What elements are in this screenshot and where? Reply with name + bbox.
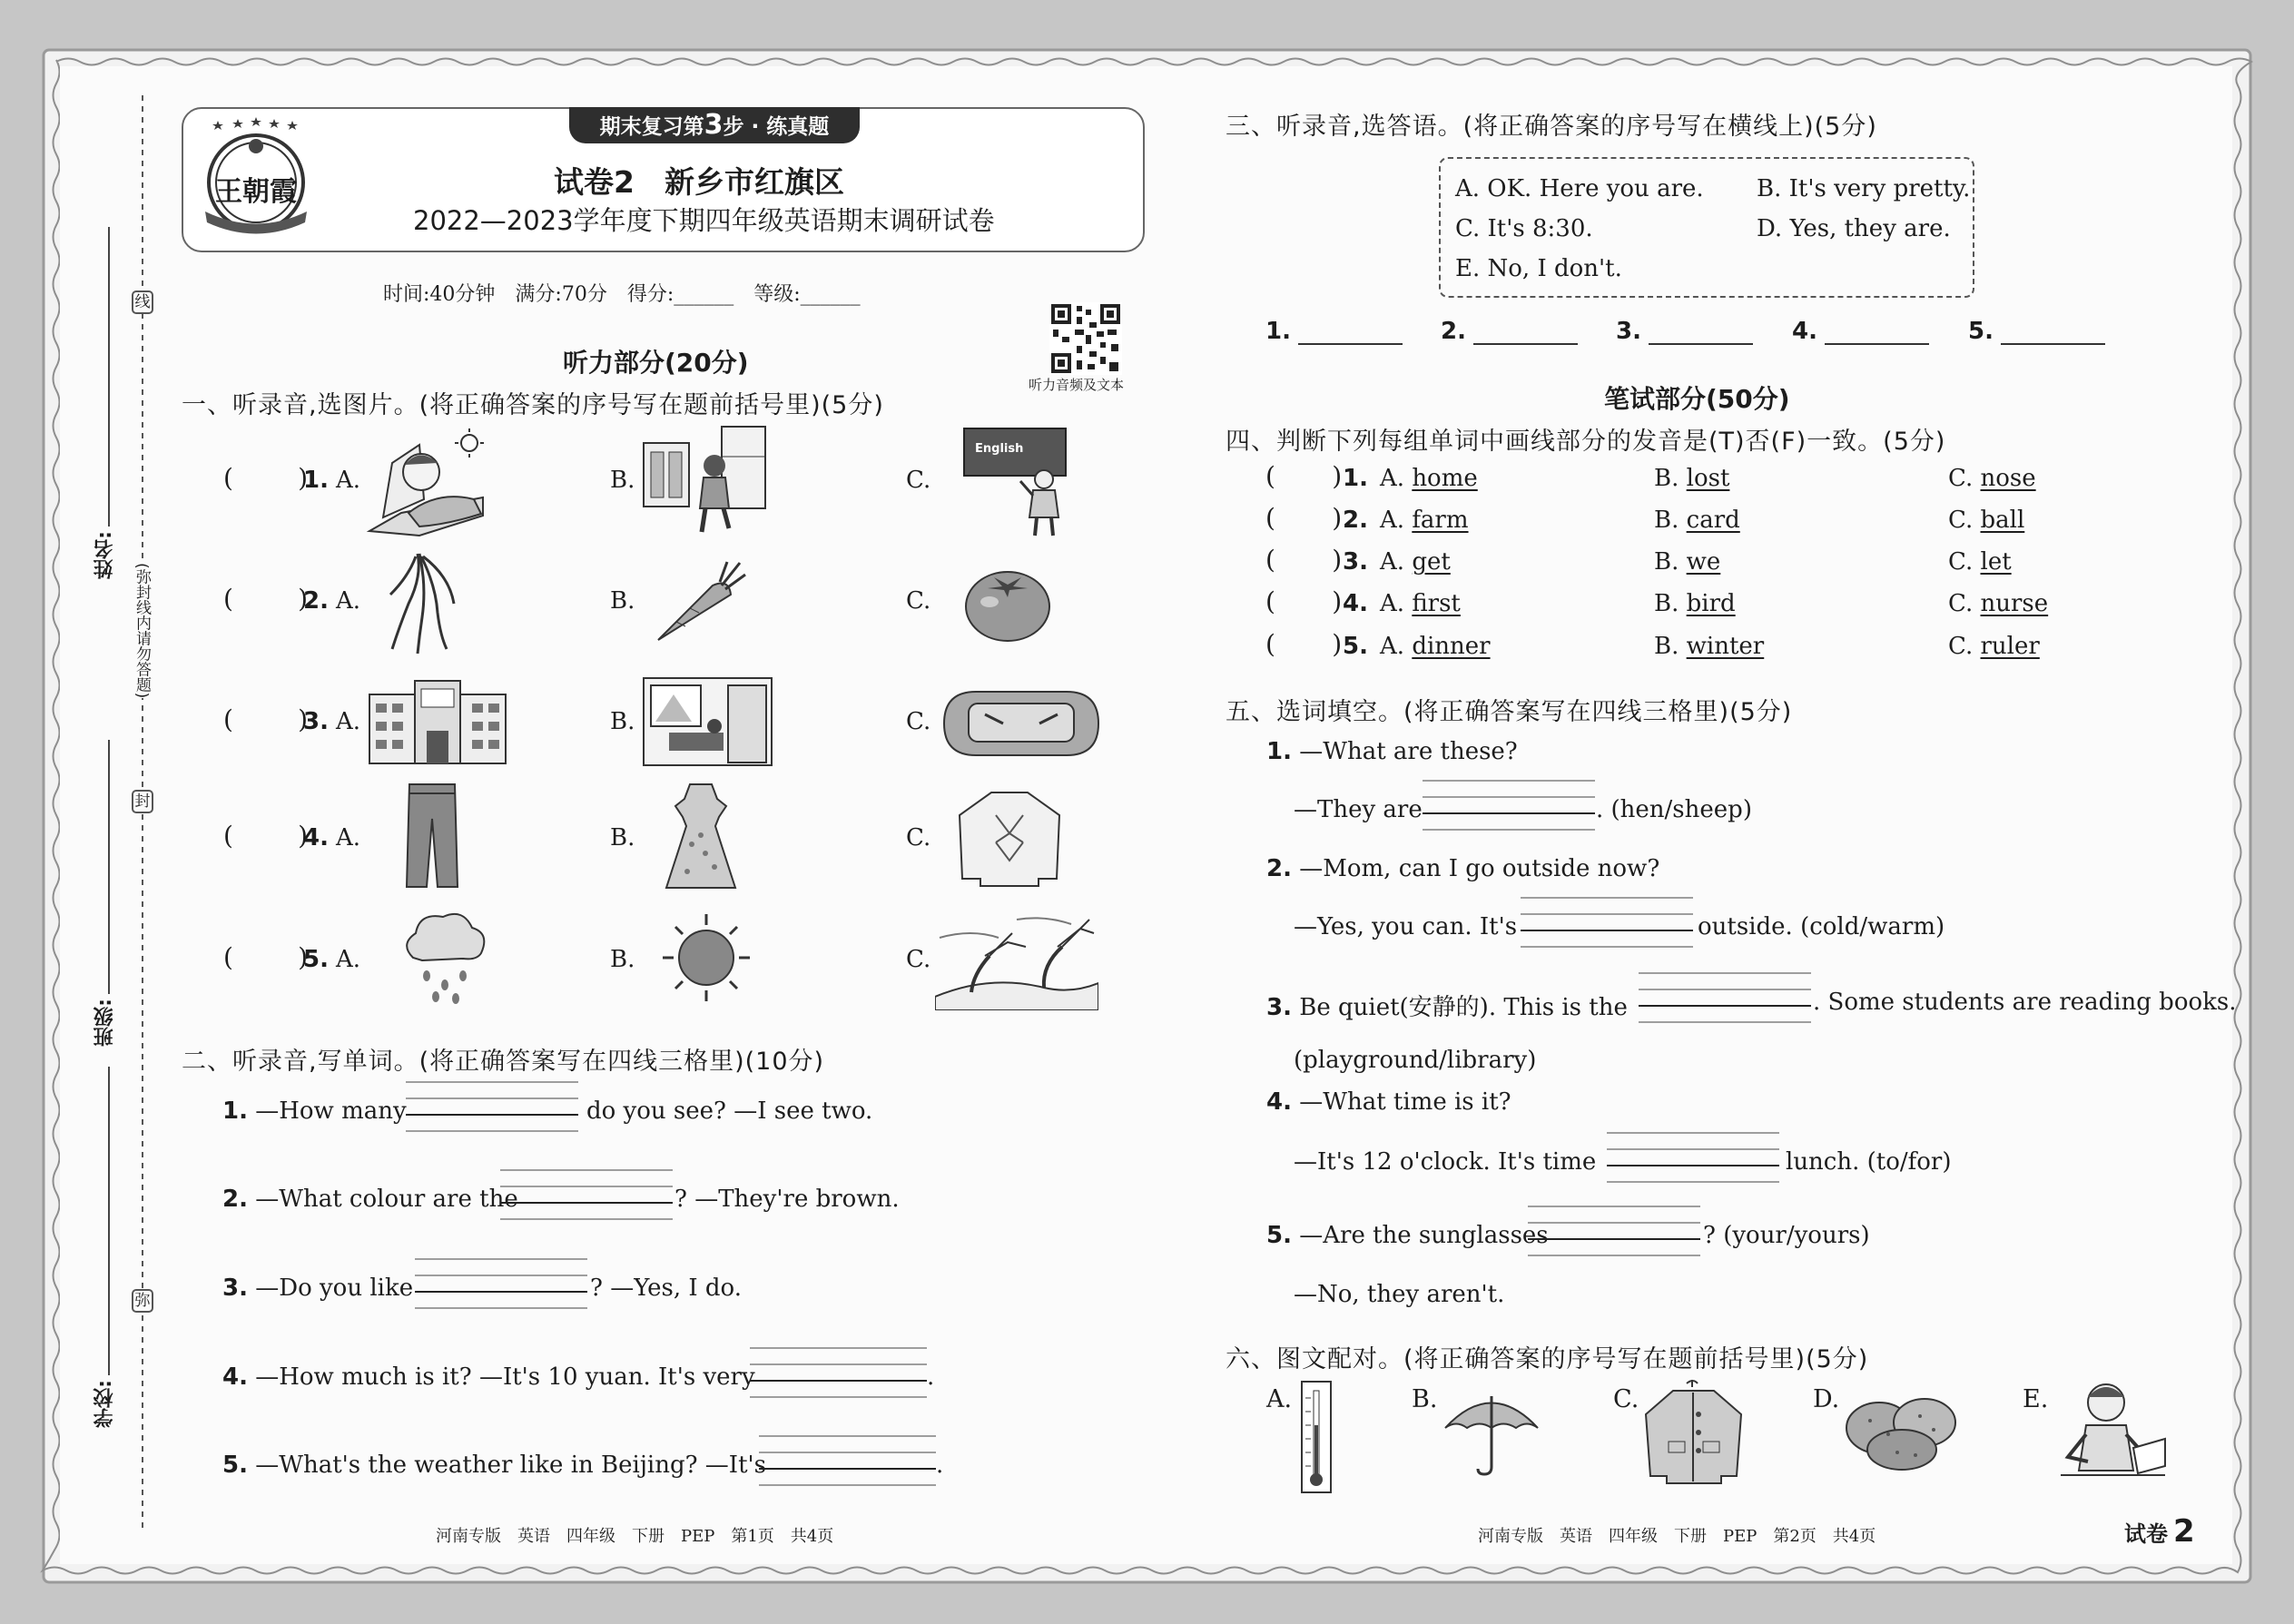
- p4-option-word: get: [1412, 548, 1451, 576]
- p4-option-label: B.: [1654, 590, 1679, 617]
- p1-question-number: 1.: [303, 467, 329, 494]
- p4-option-word: bird: [1686, 590, 1736, 617]
- p1-option-a: A.: [336, 946, 361, 973]
- p1-option-c: C.: [906, 946, 931, 973]
- p3-answer-slot[interactable]: [1792, 318, 1929, 345]
- p4-option-label: B.: [1654, 465, 1679, 492]
- p5-q2-num: 2.: [1266, 855, 1292, 882]
- p3-answer-slot[interactable]: [1616, 318, 1753, 345]
- pic-5c-windy-trees: [935, 910, 1098, 1010]
- p5-q5-b: —No, they aren't.: [1294, 1281, 1505, 1308]
- p2-answer-grid[interactable]: [415, 1257, 587, 1312]
- school-label: 学校:: [94, 1380, 116, 1428]
- p4-answer-bracket[interactable]: ( ): [1265, 545, 1343, 575]
- p5-q1-num: 1.: [1266, 738, 1292, 765]
- p1-option-c: C.: [906, 587, 931, 615]
- pic-5b-sun: [661, 912, 752, 1003]
- p2-question-text: —Do you like: [255, 1275, 414, 1302]
- p4-option-word: ruler: [1980, 633, 2040, 660]
- p5-q1-a: —What are these?: [1299, 738, 1518, 765]
- p1-option-b: B.: [610, 946, 635, 973]
- p2-question-tail: do you see? —I see two.: [586, 1097, 873, 1125]
- qr-caption: 听力音频及文本: [1029, 377, 1125, 393]
- listening-section-title: 听力部分(20分): [563, 348, 749, 378]
- p2-question: [222, 1186, 518, 1213]
- p2-question-number: 3.: [222, 1275, 248, 1302]
- p3-answer-number: 3.: [1616, 318, 1641, 345]
- p4-option-label: C.: [1948, 633, 1974, 660]
- p5-q5-answer[interactable]: [1528, 1205, 1700, 1259]
- p1-option-b: B.: [610, 467, 635, 494]
- p5-q5-line1: [1266, 1222, 1549, 1249]
- pic-2b-carrot: [649, 558, 749, 649]
- p4-option-word: nurse: [1980, 590, 2049, 617]
- p4-option-label: A.: [1380, 507, 1405, 534]
- p1-option-c: C.: [906, 824, 931, 851]
- pic-3a-building: [365, 676, 510, 767]
- class-field-line[interactable]: [108, 740, 110, 994]
- p3-answer-number: 4.: [1792, 318, 1817, 345]
- p4-option-label: B.: [1654, 633, 1679, 660]
- p4-option-label: A.: [1380, 633, 1405, 660]
- p4-option-a: [1380, 548, 1451, 576]
- p4-option-a: [1380, 465, 1478, 492]
- part4-title: 四、判断下列每组单词中画线部分的发音是(T)否(F)一致。(5分): [1226, 428, 1946, 456]
- p3-answer-blank[interactable]: [2001, 323, 2105, 345]
- p4-option-label: B.: [1654, 548, 1679, 576]
- p5-q3-opts: (playground/library): [1294, 1047, 1537, 1074]
- p3-answer-blank[interactable]: [1473, 323, 1578, 345]
- banner-pre: 期末复习第: [599, 115, 704, 139]
- p6-label-b: B.: [1412, 1385, 1438, 1413]
- pic-1c-teacher-english-board: [962, 427, 1071, 540]
- pic-1a-sick-boy: [365, 427, 492, 537]
- p5-q3-num: 3.: [1266, 994, 1292, 1021]
- p6-potatoes: [1843, 1393, 1961, 1475]
- p2-question-number: 5.: [222, 1452, 248, 1479]
- p4-option-label: C.: [1948, 465, 1974, 492]
- p4-answer-bracket[interactable]: ( ): [1265, 586, 1343, 616]
- p4-option-b: [1654, 633, 1764, 660]
- p4-option-a: [1380, 633, 1491, 660]
- p1-answer-bracket[interactable]: ( ): [223, 704, 309, 734]
- p4-option-b: [1654, 507, 1740, 534]
- pic-2a-green-beans: [381, 549, 463, 658]
- option-c: C. It's 8:30.: [1455, 215, 1593, 242]
- p3-answer-blank[interactable]: [1649, 323, 1753, 345]
- part3-title: 三、听录音,选答语。(将正确答案的序号写在横线上)(5分): [1226, 113, 1877, 141]
- binding-feng: 封: [132, 790, 153, 813]
- p1-option-a: A.: [336, 708, 361, 735]
- footer-right: 河南专版 英语 四年级 下册 PEP 第2页 共4页: [1478, 1527, 1876, 1546]
- paper-subtitle: 2022—2023学年度下期四年级英语期末调研试卷: [413, 205, 995, 236]
- binding-xian: 线: [132, 290, 153, 314]
- exam-info: 时间:40分钟 满分:70分 得分:______ 等级:______: [383, 283, 861, 306]
- p2-question: [222, 1363, 755, 1391]
- part1-title: 一、听录音,选图片。(将正确答案的序号写在题前括号里)(5分): [182, 391, 884, 419]
- p5-q4-num: 4.: [1266, 1088, 1292, 1116]
- p6-umbrella: [1442, 1387, 1541, 1478]
- footer-badge: [2124, 1513, 2195, 1550]
- p6-label-e: E.: [2023, 1385, 2049, 1413]
- p4-option-word: let: [1980, 548, 2012, 576]
- binding-strip: [91, 86, 200, 1539]
- p3-answer-number: 5.: [1968, 318, 1994, 345]
- p4-option-c: [1948, 633, 2040, 660]
- p4-question-number: 3.: [1343, 548, 1368, 576]
- pic-1b-boy-at-door: [642, 425, 769, 538]
- p4-option-c: [1948, 548, 2012, 576]
- p4-option-b: [1654, 465, 1729, 492]
- p2-question-text: —What colour are the: [255, 1186, 518, 1213]
- p2-question-number: 4.: [222, 1363, 248, 1391]
- p5-q5-post: ? (your/yours): [1703, 1222, 1870, 1249]
- p5-q3-answer[interactable]: [1639, 971, 1811, 1026]
- part5-title: 五、选词填空。(将正确答案写在四线三格里)(5分): [1226, 698, 1793, 726]
- p1-answer-bracket[interactable]: ( ): [223, 584, 309, 614]
- p5-q5-pre: —Are the sunglasses: [1299, 1222, 1549, 1249]
- p4-option-word: lost: [1686, 465, 1730, 492]
- name-label: 姓名:: [94, 531, 116, 579]
- p2-answer-grid[interactable]: [406, 1080, 578, 1135]
- p5-q3-post: . Some students are reading books.: [1813, 989, 2237, 1016]
- option-d: D. Yes, they are.: [1757, 215, 1951, 242]
- p3-answer-number: 2.: [1441, 318, 1466, 345]
- p4-option-label: B.: [1654, 507, 1679, 534]
- p5-q4-answer[interactable]: [1607, 1131, 1779, 1186]
- pic-2c-tomato: [962, 561, 1053, 645]
- p5-q2-b-pre: —Yes, you can. It's: [1294, 913, 1518, 940]
- p2-question-tail: ? —They're brown.: [674, 1186, 900, 1213]
- p2-question-text: —How much is it? —It's 10 yuan. It's very: [255, 1363, 755, 1391]
- logo-text: 王朝霞: [215, 176, 297, 208]
- option-e: E. No, I don't.: [1455, 255, 1622, 282]
- p5-q1-b-post: . (hen/sheep): [1596, 796, 1752, 823]
- part2-title: 二、听录音,写单词。(将正确答案写在四线三格里)(10分): [182, 1048, 825, 1076]
- part6-title: 六、图文配对。(将正确答案的序号写在题前括号里)(5分): [1226, 1345, 1869, 1373]
- p5-q1-line1: [1266, 738, 1518, 765]
- p3-answer-slot[interactable]: [1265, 318, 1403, 345]
- p6-boy-drawing: [2052, 1375, 2170, 1489]
- pic-3c-mat: [940, 687, 1103, 760]
- p3-answer-blank[interactable]: [1298, 323, 1403, 345]
- header-banner: [569, 107, 860, 143]
- paper-title: 试卷2 新乡市红旗区: [554, 164, 844, 200]
- p4-option-a: [1380, 507, 1469, 534]
- p1-option-a: A.: [336, 467, 361, 494]
- option-a: A. OK. Here you are.: [1455, 175, 1704, 202]
- p4-option-c: [1948, 465, 2036, 492]
- p5-q2-answer[interactable]: [1521, 896, 1693, 950]
- p4-option-word: winter: [1686, 633, 1765, 660]
- p2-question-text: —How many: [255, 1097, 407, 1125]
- p3-answer-slot[interactable]: [1441, 318, 1578, 345]
- p2-answer-grid[interactable]: [500, 1168, 673, 1223]
- pic-4a-pants: [405, 782, 459, 890]
- p5-q4-line1: [1266, 1088, 1511, 1116]
- p4-option-word: dinner: [1412, 633, 1491, 660]
- p6-label-d: D.: [1813, 1385, 1840, 1413]
- p1-question-number: 2.: [303, 587, 329, 615]
- p3-answer-blank[interactable]: [1825, 323, 1929, 345]
- p4-answer-bracket[interactable]: ( ): [1265, 503, 1343, 533]
- banner-post: 步 · 练真题: [723, 115, 830, 139]
- p3-answer-number: 1.: [1265, 318, 1291, 345]
- qr-code[interactable]: [1049, 302, 1122, 375]
- p4-option-label: C.: [1948, 507, 1974, 534]
- p4-option-word: farm: [1412, 507, 1469, 534]
- p4-option-word: ball: [1980, 507, 2025, 534]
- p1-option-a: A.: [336, 587, 361, 615]
- p1-option-b: B.: [610, 708, 635, 735]
- p4-option-a: [1380, 590, 1461, 617]
- p4-option-word: nose: [1980, 465, 2036, 492]
- binding-mi: 弥: [132, 1289, 153, 1313]
- pic-4c-sweater: [955, 788, 1064, 888]
- p4-option-label: A.: [1380, 548, 1405, 576]
- p5-q1-answer[interactable]: [1423, 779, 1595, 833]
- p5-q2-b-post: outside. (cold/warm): [1698, 913, 1945, 940]
- p4-answer-bracket[interactable]: ( ): [1265, 629, 1343, 659]
- p4-option-word: we: [1686, 548, 1721, 576]
- p4-option-label: A.: [1380, 465, 1405, 492]
- p1-question-number: 4.: [303, 824, 329, 851]
- p1-answer-bracket[interactable]: ( ): [223, 942, 309, 972]
- p6-coat: [1641, 1378, 1746, 1487]
- p1-option-c: C.: [906, 708, 931, 735]
- p2-question-tail: ? —Yes, I do.: [590, 1275, 743, 1302]
- p4-question-number: 5.: [1343, 633, 1368, 660]
- p5-q3-pre: Be quiet(安静的). This is the: [1299, 994, 1628, 1021]
- p4-option-b: [1654, 590, 1736, 617]
- p2-question: [222, 1275, 413, 1302]
- p5-q3-line1: [1266, 989, 1628, 1022]
- p2-question: [222, 1452, 766, 1479]
- p2-answer-grid[interactable]: [759, 1434, 936, 1489]
- p4-option-word: first: [1412, 590, 1461, 617]
- p5-q5-num: 5.: [1266, 1222, 1292, 1249]
- p2-question-tail: .: [927, 1363, 935, 1391]
- p4-question-number: 2.: [1343, 507, 1368, 534]
- p4-question-number: 4.: [1343, 590, 1368, 617]
- p4-option-c: [1948, 507, 2024, 534]
- p2-question-tail: .: [936, 1452, 944, 1479]
- p5-q4-b-pre: —It's 12 o'clock. It's time: [1294, 1148, 1597, 1176]
- name-field-line[interactable]: [108, 227, 110, 527]
- p4-answer-bracket[interactable]: ( ): [1265, 461, 1343, 491]
- binding-note: (弥封线内请勿答题): [125, 563, 158, 698]
- p1-option-b: B.: [610, 587, 635, 615]
- p1-question-number: 5.: [303, 946, 329, 973]
- p1-answer-bracket[interactable]: ( ): [223, 463, 309, 493]
- footer-left: 河南专版 英语 四年级 下册 PEP 第1页 共4页: [436, 1527, 834, 1546]
- pic-4b-dress: [665, 781, 737, 891]
- p2-question-number: 1.: [222, 1097, 248, 1125]
- p4-option-word: home: [1412, 465, 1478, 492]
- p4-question-number: 1.: [1343, 465, 1368, 492]
- p2-answer-grid[interactable]: [750, 1346, 927, 1401]
- p2-question: [222, 1097, 407, 1125]
- p1-option-c: C.: [906, 467, 931, 494]
- p2-question-number: 2.: [222, 1186, 248, 1213]
- p6-label-c: C.: [1613, 1385, 1639, 1413]
- p4-option-b: [1654, 548, 1720, 576]
- p5-q1-b-pre: —They are: [1294, 796, 1423, 823]
- p1-option-b: B.: [610, 824, 635, 851]
- p5-q4-b-post: lunch. (to/for): [1786, 1148, 1952, 1176]
- pic-3b-classroom: [642, 676, 773, 767]
- p5-q2-line1: [1266, 855, 1659, 882]
- p5-q2-a: —Mom, can I go outside now?: [1299, 855, 1660, 882]
- p6-thermometer: [1298, 1380, 1334, 1496]
- option-b: B. It's very pretty.: [1757, 175, 1971, 202]
- banner-step: 3: [704, 109, 724, 141]
- p2-question-text: —What's the weather like in Beijing? —It's: [255, 1452, 767, 1479]
- p6-label-a: A.: [1266, 1385, 1293, 1413]
- p3-answer-slot[interactable]: [1968, 318, 2105, 345]
- p4-option-c: [1948, 590, 2048, 617]
- footer-badge-num: 2: [2173, 1513, 2195, 1550]
- p4-option-label: C.: [1948, 548, 1974, 576]
- p4-option-label: C.: [1948, 590, 1974, 617]
- pic-5a-rain-cloud: [399, 908, 490, 1008]
- p1-option-a: A.: [336, 824, 361, 851]
- p4-option-word: card: [1686, 507, 1740, 534]
- school-field-line[interactable]: [108, 1067, 110, 1375]
- class-label: 班级:: [94, 999, 116, 1047]
- p1-answer-bracket[interactable]: ( ): [223, 821, 309, 851]
- writing-section-title: 笔试部分(50分): [1604, 384, 1790, 414]
- p5-q4-a: —What time is it?: [1299, 1088, 1511, 1116]
- footer-badge-label: 试卷: [2124, 1521, 2168, 1547]
- p4-option-label: A.: [1380, 590, 1405, 617]
- board-english-text: English: [975, 442, 1024, 456]
- p1-question-number: 3.: [303, 708, 329, 735]
- p5-q1-line2: [1294, 796, 1423, 823]
